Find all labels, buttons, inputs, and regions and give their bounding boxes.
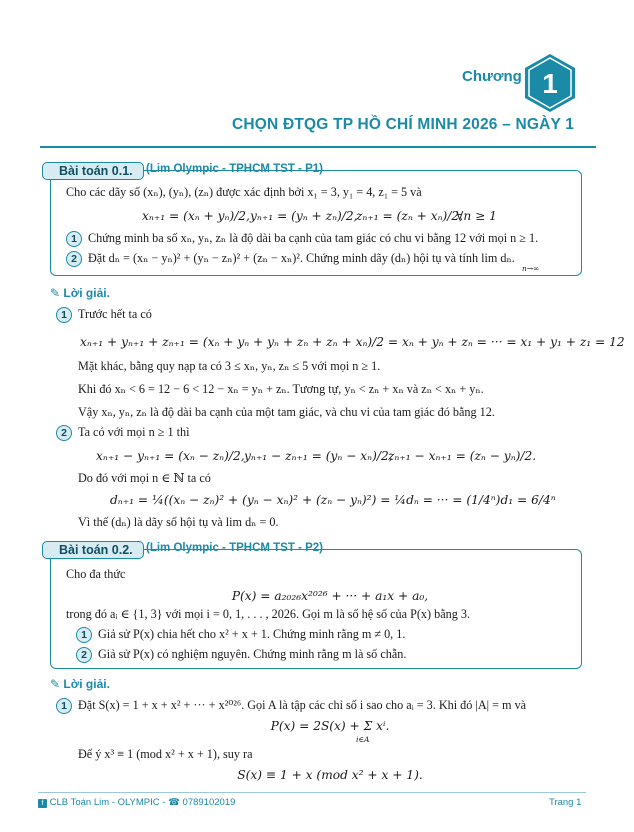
problem-2-source: (Lim Olympic - TPHCM TST - P2) xyxy=(146,542,323,554)
page-number: Trang 1 xyxy=(549,797,582,808)
step-number: 1 xyxy=(56,698,72,714)
difference-x: xₙ₊₁ − yₙ₊₁ = (xₙ − zₙ)/2, xyxy=(96,449,245,463)
item-number: 1 xyxy=(66,231,82,247)
problem-2-intro: Cho đa thức xyxy=(66,567,126,581)
solution-1-step-1 xyxy=(56,306,152,323)
problem-1-item-2 xyxy=(66,250,515,267)
sum-subscript: i∈A xyxy=(356,735,370,744)
recurrence-x: xₙ₊₁ = (xₙ + yₙ)/2, xyxy=(142,209,250,223)
difference-y: yₙ₊₁ − zₙ₊₁ = (yₙ − xₙ)/2, xyxy=(244,449,393,463)
problem-2-item-1 xyxy=(76,626,405,643)
pencil-icon: ✎ xyxy=(50,677,61,691)
facebook-icon: f xyxy=(38,799,47,808)
problem-2-condition: trong đó aᵢ ∈ {1, 3} với mọi i = 0, 1, . . . , 2026. Gọi m là số hệ số của P(x) bằng 3. xyxy=(66,607,470,621)
difference-z: zₙ₊₁ − xₙ₊₁ = (zₙ − yₙ)/2. xyxy=(388,449,537,463)
problem-1-source: (Lim Olympic - TPHCM TST - P1) xyxy=(146,163,323,175)
footer-divider xyxy=(38,792,586,793)
s-of-x-congruence: S(x) ≡ 1 + x (mod x² + x + 1). xyxy=(237,768,423,782)
solution-2-label: ✎ Lời giải. xyxy=(50,677,110,691)
problem-1-intro: Cho các dãy số (xₙ), (yₙ), (zₙ) được xác định bởi x₁ = 3, y₁ = 4, z₁ = 5 và xyxy=(66,185,422,199)
solution-1-step-2 xyxy=(56,424,189,441)
pencil-icon: ✎ xyxy=(50,286,61,300)
limit-subscript: n→∞ xyxy=(522,264,540,273)
polynomial-equation: P(x) = a₂₀₂₆x²⁰²⁶ + ··· + a₁x + a₀, xyxy=(231,589,429,603)
problem-2-tag: Bài toán 0.2. xyxy=(42,541,144,559)
header-divider xyxy=(40,146,596,148)
d-equation: dₙ₊₁ = ¼((xₙ − zₙ)² + (yₙ − xₙ)² + (zₙ − yₙ)²) = ¼dₙ = ··· = (1/4ⁿ)d₁ = 6/4ⁿ xyxy=(110,493,556,507)
step-number: 1 xyxy=(56,307,72,323)
page-title: CHỌN ĐTQG TP HỒ CHÍ MINH 2026 – NGÀY 1 xyxy=(232,116,575,133)
recurrence-condition: ∀n ≥ 1 xyxy=(456,209,497,223)
step-number: 2 xyxy=(56,425,72,441)
solution-1-line-b: Khi đó xₙ < 6 = 12 − 6 < 12 − xₙ = yₙ + zₙ. Tương tự, yₙ < zₙ + xₙ và zₙ < xₙ + yₙ. xyxy=(78,382,484,396)
chapter-word: Chương xyxy=(462,68,522,85)
solution-1-line-a: Mặt khác, bằng quy nạp ta có 3 ≤ xₙ, yₙ, zₙ ≤ 5 với mọi n ≥ 1. xyxy=(78,359,381,373)
recurrence-y: yₙ₊₁ = (yₙ + zₙ)/2, xyxy=(250,209,358,223)
step-text: Trước hết ta có xyxy=(78,307,152,321)
solution-1-line-c: Vậy xₙ, yₙ, zₙ là độ dài ba cạnh của một tam giác, và chu vi của tam giác đó bằng 12. xyxy=(78,405,495,419)
item-text: Giả sử P(x) chia hết cho x² + x + 1. Chứng minh rằng m ≠ 0, 1. xyxy=(98,627,406,641)
chapter-hexagon-icon xyxy=(519,52,581,114)
footer-club: f CLB Toán Lim - OLYMPIC - ☎ 0789102019 xyxy=(38,797,235,808)
item-text: Chứng minh ba số xₙ, yₙ, zₙ là độ dài ba cạnh của tam giác có chu vi bằng 12 với mọi n ≥ 1. xyxy=(88,231,539,245)
item-number: 1 xyxy=(76,627,92,643)
item-text: Đặt dₙ = (xₙ − yₙ)² + (yₙ − zₙ)² + (zₙ − xₙ)². Chứng minh dãy (dₙ) hội tụ và tính lim dₙ. xyxy=(88,251,515,265)
problem-1-tag: Bài toán 0.1. xyxy=(42,162,144,180)
chapter-number: 1 xyxy=(542,68,558,99)
recurrence-z: zₙ₊₁ = (zₙ + xₙ)/2, xyxy=(356,209,464,223)
item-text: Giả sử P(x) có nghiệm nguyên. Chứng minh rằng m là số chẵn. xyxy=(98,647,407,661)
solution-1-line-d: Do đó với mọi n ∈ ℕ ta có xyxy=(78,471,211,485)
solution-1-label: ✎ Lời giải. xyxy=(50,286,110,300)
p-of-x-equation: P(x) = 2S(x) + Σ xⁱ. xyxy=(270,719,390,733)
sum-equation: xₙ₊₁ + yₙ₊₁ + zₙ₊₁ = (xₙ + yₙ + yₙ + zₙ + zₙ + xₙ)/2 = xₙ + yₙ + zₙ = ··· = x₁ + y₁ + z₁ = 12 xyxy=(80,335,625,349)
problem-2-item-2 xyxy=(76,646,406,663)
solution-2-line-b: Để ý x³ ≡ 1 (mod x² + x + 1), suy ra xyxy=(78,747,253,761)
solution-1-line-e: Vì thế (dₙ) là dãy số hội tụ và lim dₙ = 0. xyxy=(78,515,279,529)
step-text: Ta có với mọi n ≥ 1 thì xyxy=(78,425,190,439)
problem-1-item-1 xyxy=(66,230,538,247)
step-text: Đặt S(x) = 1 + x + x² + ··· + x²⁰²⁶. Gọi A là tập các chỉ số i sao cho aᵢ = 3. Khi đó |A| = m và xyxy=(78,698,527,712)
item-number: 2 xyxy=(66,251,82,267)
item-number: 2 xyxy=(76,647,92,663)
solution-2-step-1 xyxy=(56,697,526,714)
